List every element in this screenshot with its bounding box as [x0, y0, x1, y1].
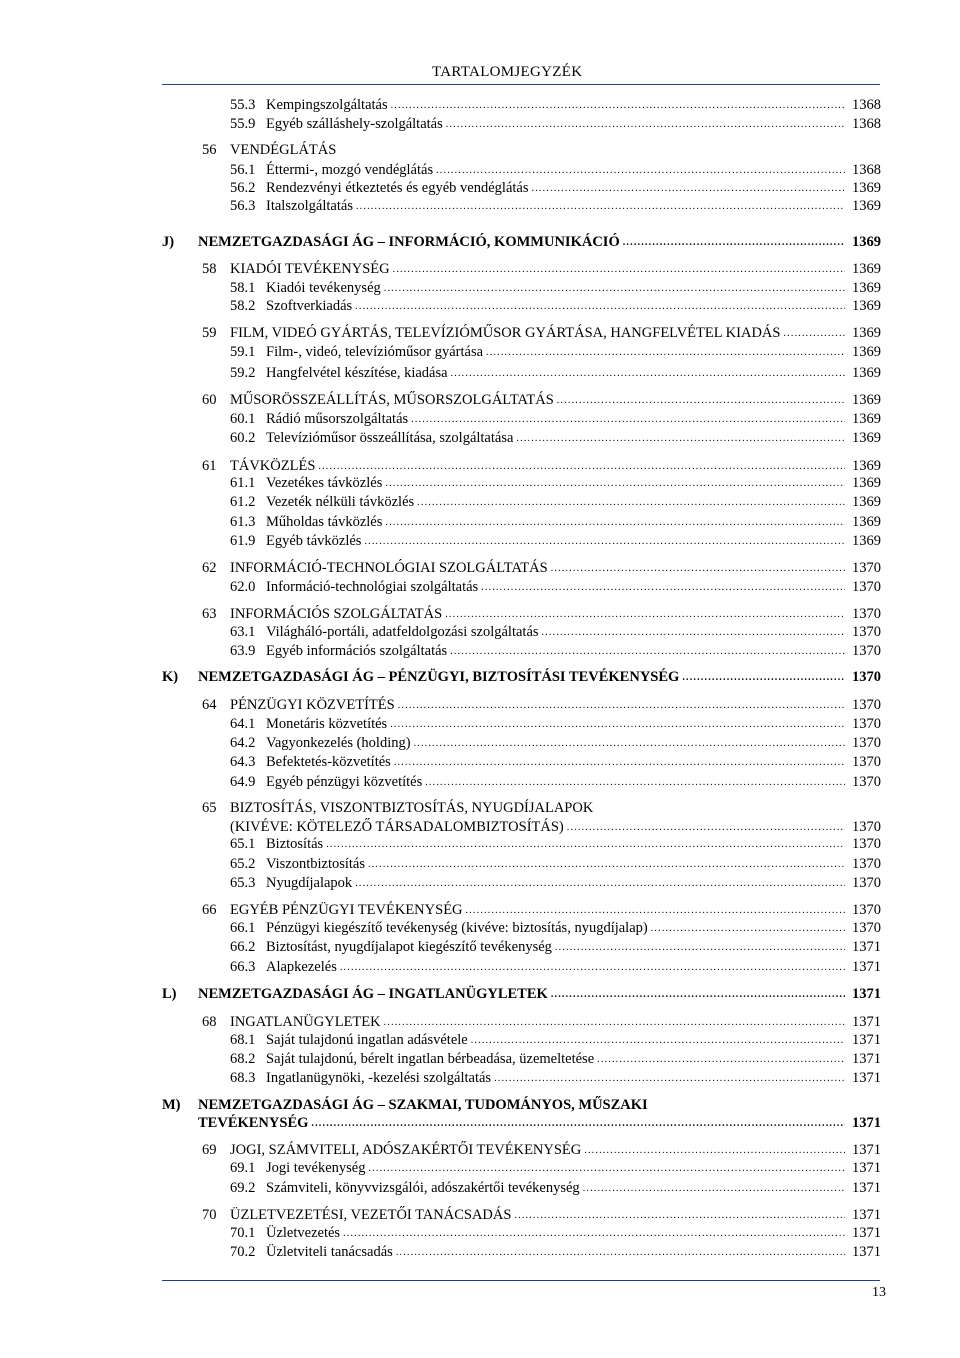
toc-entry-number: 66.2: [230, 939, 256, 955]
toc-entry-title: Monetáris közvetítés: [266, 716, 388, 732]
toc-entry-title: FILM, VIDEÓ GYÁRTÁS, TELEVÍZIÓMŰSOR GYÁRTÁSA, HANGFELVÉTEL KIADÁS: [230, 325, 781, 341]
toc-subdivision-entry[interactable]: [230, 197, 881, 217]
toc-entry-page: 1370: [852, 774, 881, 790]
toc-entry-title: JOGI, SZÁMVITELI, ADÓSZAKÉRTŐI TEVÉKENYSÉG: [230, 1142, 582, 1158]
toc-entry-number: 59.1: [230, 344, 256, 360]
toc-entry-title: NEMZETGAZDASÁGI ÁG – SZAKMAI, TUDOMÁNYOS, MŰSZAKI: [198, 1097, 648, 1113]
toc-entry-title: Rendezvényi étkeztetés és egyéb vendéglátás: [266, 180, 529, 196]
toc-entry-number: L): [162, 986, 177, 1002]
toc-entry-page: 1371: [852, 1207, 881, 1223]
toc-entry-title: (KIVÉVE: KÖTELEZŐ TÁRSADALOMBIZTOSÍTÁS): [230, 819, 564, 835]
toc-entry-page: 1369: [852, 458, 881, 474]
toc-entry-title: EGYÉB PÉNZÜGYI TEVÉKENYSÉG: [230, 902, 463, 918]
toc-entry-number: 69.1: [230, 1160, 256, 1176]
toc-entry-number: 64.3: [230, 754, 256, 770]
dot-leader: [583, 1180, 845, 1198]
toc-entry-title: Egyéb távközlés: [266, 533, 362, 549]
toc-entry-page: 1369: [852, 430, 881, 446]
toc-entry-number: 60: [202, 392, 217, 408]
toc-entry-page: 1370: [852, 643, 881, 659]
dot-leader: [394, 754, 845, 772]
dot-leader: [364, 533, 845, 551]
toc-entry-title: PÉNZÜGYI KÖZVETÍTÉS: [230, 697, 395, 713]
toc-entry-page: 1368: [852, 116, 881, 132]
dot-leader: [385, 475, 845, 493]
page-header-title: TARTALOMJEGYZÉK: [432, 64, 583, 80]
dot-leader: [311, 1115, 845, 1133]
dot-leader: [414, 735, 845, 753]
toc-entry-number: 61: [202, 458, 217, 474]
toc-subdivision-entry[interactable]: [230, 734, 881, 754]
dot-leader: [783, 325, 845, 343]
toc-entry-number: 61.2: [230, 494, 256, 510]
toc-entry-title: INGATLANÜGYLETEK: [230, 1014, 381, 1030]
toc-subdivision-entry[interactable]: [230, 161, 881, 181]
toc-entry-title: INFORMÁCIÓ-TECHNOLÓGIAI SZOLGÁLTATÁS: [230, 560, 548, 576]
dot-leader: [597, 1051, 845, 1069]
toc-section-entry[interactable]: [162, 233, 881, 253]
toc-subdivision-entry[interactable]: [230, 513, 881, 533]
toc-entry-title: Rádió műsorszolgáltatás: [266, 411, 409, 427]
dot-leader: [436, 162, 845, 180]
toc-subdivision-entry[interactable]: [230, 642, 881, 662]
toc-entry-number: K): [162, 669, 179, 685]
toc-section-entry[interactable]: [162, 1096, 881, 1114]
toc-entry-page: 1370: [852, 560, 881, 576]
toc-entry-title: Vezeték nélküli távközlés: [266, 494, 415, 510]
toc-division-entry[interactable]: [202, 696, 881, 716]
toc-entry-title: Egyéb információs szolgáltatás: [266, 643, 448, 659]
toc-entry-title: Egyéb pénzügyi közvetítés: [266, 774, 423, 790]
toc-entry-title: Műholdas távközlés: [266, 514, 383, 530]
toc-entry-page: 1371: [852, 1051, 881, 1067]
toc-entry-number: 64: [202, 697, 217, 713]
toc-entry-page: 1370: [852, 624, 881, 640]
toc-entry-number: 70.2: [230, 1244, 256, 1260]
dot-leader: [466, 902, 845, 920]
toc-entry-title: Üzletviteli tanácsadás: [266, 1244, 393, 1260]
dot-leader: [355, 875, 845, 893]
toc-entry-title: Saját tulajdonú ingatlan adásvétele: [266, 1032, 468, 1048]
toc-entry-page: 1370: [852, 836, 881, 852]
dot-leader: [417, 494, 845, 512]
toc-subdivision-entry[interactable]: [230, 919, 881, 939]
toc-entry-title: NEMZETGAZDASÁGI ÁG – INFORMÁCIÓ, KOMMUNIKÁCIÓ: [198, 234, 620, 250]
toc-entry-title: VENDÉGLÁTÁS: [230, 142, 337, 158]
toc-entry-number: 55.9: [230, 116, 256, 132]
toc-entry-number: J): [162, 234, 175, 250]
toc-subdivision-entry[interactable]: [230, 474, 881, 494]
toc-entry-title: NEMZETGAZDASÁGI ÁG – INGATLANÜGYLETEK: [198, 986, 548, 1002]
toc-entry-page: 1369: [852, 180, 881, 196]
toc-entry-title: Saját tulajdonú, bérelt ingatlan bérbeadása, üzemeltetése: [266, 1051, 595, 1067]
toc-entry-page: 1371: [852, 1180, 881, 1196]
dot-leader: [368, 1160, 845, 1178]
toc-entry-title: KIADÓI TEVÉKENYSÉG: [230, 261, 390, 277]
toc-entry-number: 56.1: [230, 162, 256, 178]
toc-subdivision-entry[interactable]: [230, 623, 881, 643]
toc-entry-number: 65: [202, 800, 217, 816]
toc-entry-number: 60.1: [230, 411, 256, 427]
toc-entry-title: Befektetés-közvetítés: [266, 754, 391, 770]
toc-entry-page: 1369: [852, 411, 881, 427]
toc-entry-page: 1370: [852, 856, 881, 872]
toc-entry-title: Nyugdíjalapok: [266, 875, 353, 891]
dot-leader: [425, 774, 845, 792]
toc-entry-page: 1371: [852, 1160, 881, 1176]
toc-division-entry[interactable]: [202, 1013, 881, 1033]
toc-division-entry[interactable]: [202, 559, 881, 579]
toc-entry-title: Világháló-portáli, adatfeldolgozási szolgáltatás: [266, 624, 539, 640]
toc-entry-page: 1371: [852, 986, 881, 1002]
toc-division-entry[interactable]: [202, 141, 881, 159]
toc-entry-number: 68.2: [230, 1051, 256, 1067]
toc-entry-title: BIZTOSÍTÁS, VISZONTBIZTOSÍTÁS, NYUGDÍJALAPOK: [230, 800, 594, 816]
toc-entry-page: 1369: [852, 298, 881, 314]
dot-leader: [494, 1070, 845, 1088]
toc-entry-page: 1371: [852, 1014, 881, 1030]
toc-subdivision-entry[interactable]: [230, 1050, 881, 1070]
toc-entry-number: 63.9: [230, 643, 256, 659]
toc-division-entry[interactable]: [202, 901, 881, 921]
toc-subdivision-entry[interactable]: [230, 493, 881, 513]
dot-leader: [557, 392, 845, 410]
toc-entry-number: 66.3: [230, 959, 256, 975]
toc-entry-page: 1371: [852, 1070, 881, 1086]
toc-entry-number: M): [162, 1097, 181, 1113]
toc-entry-number: 56.3: [230, 198, 256, 214]
toc-entry-page: 1370: [852, 606, 881, 622]
toc-subdivision-entry[interactable]: [230, 835, 881, 855]
toc-subdivision-entry[interactable]: [230, 343, 881, 363]
toc-entry-title: MŰSORÖSSZEÁLLÍTÁS, MŰSORSZOLGÁLTATÁS: [230, 392, 554, 408]
toc-division-entry[interactable]: [202, 324, 881, 344]
toc-entry-page: 1370: [852, 669, 881, 685]
toc-entry-number: 62.0: [230, 579, 256, 595]
toc-entry-title: Italszolgáltatás: [266, 198, 353, 214]
toc-subdivision-entry[interactable]: [230, 429, 881, 449]
toc-division-entry[interactable]: [202, 1206, 881, 1226]
toc-entry-page: 1371: [852, 1032, 881, 1048]
toc-entry-number: 70: [202, 1207, 217, 1223]
dot-leader: [584, 1142, 845, 1160]
dot-leader: [516, 430, 845, 448]
toc-entry-page: 1369: [852, 514, 881, 530]
dot-leader: [396, 1244, 845, 1262]
toc-entry-title: Hangfelvétel készítése, kiadása: [266, 365, 448, 381]
toc-entry-number: 65.1: [230, 836, 256, 852]
toc-entry-number: 66: [202, 902, 217, 918]
toc-subdivision-entry[interactable]: [230, 96, 881, 116]
toc-subdivision-entry[interactable]: [230, 578, 881, 598]
dot-leader: [542, 624, 845, 642]
dot-leader: [555, 939, 845, 957]
toc-entry-title: Biztosítást, nyugdíjalapot kiegészítő tevékenység: [266, 939, 552, 955]
toc-entry-title: ÜZLETVEZETÉSI, VEZETŐI TANÁCSADÁS: [230, 1207, 512, 1223]
dot-leader: [450, 643, 845, 661]
toc-entry-title: Kiadói tevékenység: [266, 280, 381, 296]
toc-entry-title: Vezetékes távközlés: [266, 475, 383, 491]
toc-entry-page: 1370: [852, 902, 881, 918]
toc-entry-title: Üzletvezetés: [266, 1225, 341, 1241]
dot-leader: [651, 920, 845, 938]
dot-leader: [390, 716, 845, 734]
toc-entry-number: 64.2: [230, 735, 256, 751]
dot-leader: [551, 986, 845, 1004]
toc-entry-number: 64.9: [230, 774, 256, 790]
toc-entry-page: 1370: [852, 875, 881, 891]
toc-entry-number: 65.3: [230, 875, 256, 891]
toc-entry-page: 1369: [852, 261, 881, 277]
dot-leader: [445, 606, 845, 624]
toc-entry-number: 56.2: [230, 180, 256, 196]
toc-entry-page: 1371: [852, 939, 881, 955]
toc-entry-number: 69.2: [230, 1180, 256, 1196]
toc-section-entry[interactable]: [162, 1114, 881, 1134]
toc-entry-title: Információ-technológiai szolgáltatás: [266, 579, 479, 595]
toc-entry-number: 58.2: [230, 298, 256, 314]
dot-leader: [451, 365, 845, 383]
toc-subdivision-entry[interactable]: [230, 715, 881, 735]
toc-entry-title: Televízióműsor összeállítása, szolgáltatása: [266, 430, 514, 446]
toc-entry-title: INFORMÁCIÓS SZOLGÁLTATÁS: [230, 606, 443, 622]
toc-subdivision-entry[interactable]: [230, 297, 881, 317]
toc-entry-number: 63: [202, 606, 217, 622]
toc-entry-number: 62: [202, 560, 217, 576]
dot-leader: [623, 234, 845, 252]
toc-subdivision-entry[interactable]: [230, 773, 881, 793]
toc-entry-page: 1370: [852, 735, 881, 751]
toc-entry-number: 64.1: [230, 716, 256, 732]
toc-entry-page: 1371: [852, 1142, 881, 1158]
toc-entry-title: TEVÉKENYSÉG: [198, 1115, 309, 1131]
toc-entry-page: 1371: [852, 1225, 881, 1241]
toc-entry-title: Alapkezelés: [266, 959, 337, 975]
toc-entry-number: 69: [202, 1142, 217, 1158]
dot-leader: [514, 1207, 845, 1225]
dot-leader: [682, 669, 845, 687]
toc-entry-number: 58: [202, 261, 217, 277]
toc-entry-title: Viszontbiztosítás: [266, 856, 366, 872]
dot-leader: [446, 116, 845, 134]
toc-entry-number: 68: [202, 1014, 217, 1030]
toc-subdivision-entry[interactable]: [230, 1159, 881, 1179]
dot-leader: [391, 97, 845, 115]
dot-leader: [343, 1225, 845, 1243]
toc-subdivision-entry[interactable]: [230, 364, 881, 384]
dot-leader: [532, 180, 846, 198]
toc-entry-number: 60.2: [230, 430, 256, 446]
toc-subdivision-entry[interactable]: [230, 958, 881, 978]
dot-leader: [393, 261, 845, 279]
toc-entry-title: Pénzügyi kiegészítő tevékenység (kivéve: biztosítás, nyugdíjalap): [266, 920, 648, 936]
toc-entry-title: Számviteli, könyvvizsgálói, adószakértői tevékenység: [266, 1180, 580, 1196]
toc-entry-number: 55.3: [230, 97, 256, 113]
toc-entry-page: 1370: [852, 716, 881, 732]
toc-section-entry[interactable]: [162, 668, 881, 688]
toc-division-entry[interactable]: [202, 1141, 881, 1161]
toc-entry-page: 1369: [852, 325, 881, 341]
toc-entry-number: 66.1: [230, 920, 256, 936]
toc-entry-number: 68.1: [230, 1032, 256, 1048]
dot-leader: [486, 344, 845, 362]
toc-entry-page: 1370: [852, 819, 881, 835]
toc-entry-title: TÁVKÖZLÉS: [230, 458, 316, 474]
dot-leader: [326, 836, 845, 854]
toc-entry-title: Jogi tevékenység: [266, 1160, 366, 1176]
toc-subdivision-entry[interactable]: [230, 938, 881, 958]
footer-rule: [162, 1280, 880, 1281]
toc-entry-number: 61.1: [230, 475, 256, 491]
toc-entry-title: Egyéb szálláshely-szolgáltatás: [266, 116, 443, 132]
toc-entry-page: 1369: [852, 533, 881, 549]
toc-subdivision-entry[interactable]: [230, 115, 881, 135]
toc-entry-title: Szoftverkiadás: [266, 298, 353, 314]
toc-entry-page: 1369: [852, 198, 881, 214]
dot-leader: [411, 411, 845, 429]
dot-leader: [471, 1032, 845, 1050]
toc-entry-number: 63.1: [230, 624, 256, 640]
toc-entry-title: Éttermi-, mozgó vendéglátás: [266, 162, 434, 178]
toc-entry-title: NEMZETGAZDASÁGI ÁG – PÉNZÜGYI, BIZTOSÍTÁSI TEVÉKENYSÉG: [198, 669, 680, 685]
toc-entry-page: 1369: [852, 475, 881, 491]
toc-entry-page: 1370: [852, 920, 881, 936]
toc-entry-page: 1370: [852, 579, 881, 595]
toc-entry-page: 1369: [852, 344, 881, 360]
toc-entry-page: 1371: [852, 959, 881, 975]
dot-leader: [355, 298, 845, 316]
toc-entry-number: 56: [202, 142, 217, 158]
toc-entry-title: Kempingszolgáltatás: [266, 97, 388, 113]
toc-entry-page: 1369: [852, 280, 881, 296]
toc-entry-page: 1371: [852, 1115, 881, 1131]
toc-subdivision-entry[interactable]: [230, 410, 881, 430]
toc-entry-page: 1368: [852, 97, 881, 113]
toc-entry-number: 59.2: [230, 365, 256, 381]
dot-leader: [356, 198, 845, 216]
dot-leader: [340, 959, 845, 977]
toc-entry-page: 1371: [852, 1244, 881, 1260]
toc-division-entry[interactable]: [202, 260, 881, 280]
toc-entry-page: 1369: [852, 365, 881, 381]
toc-subdivision-entry[interactable]: [230, 1224, 881, 1244]
toc-entry-number: 70.1: [230, 1225, 256, 1241]
toc-division-entry[interactable]: [202, 391, 881, 411]
toc-section-entry[interactable]: [162, 985, 881, 1005]
toc-subdivision-entry[interactable]: [230, 753, 881, 773]
page-number: 13: [872, 1285, 886, 1300]
toc-entry-title: Vagyonkezelés (holding): [266, 735, 411, 751]
toc-subdivision-entry[interactable]: [230, 279, 881, 299]
toc-entry-title: Ingatlanügynöki, -kezelési szolgáltatás: [266, 1070, 492, 1086]
toc-subdivision-entry[interactable]: [230, 855, 881, 875]
toc-entry-number: 68.3: [230, 1070, 256, 1086]
toc-entry-number: 58.1: [230, 280, 256, 296]
toc-entry-page: 1369: [852, 392, 881, 408]
toc-subdivision-entry[interactable]: [230, 1031, 881, 1051]
dot-leader: [551, 560, 845, 578]
toc-entry-number: 61.3: [230, 514, 256, 530]
toc-subdivision-entry[interactable]: [230, 1179, 881, 1199]
dot-leader: [398, 697, 845, 715]
toc-division-entry[interactable]: [202, 799, 881, 817]
toc-entry-page: 1369: [852, 234, 881, 250]
toc-entry-title: Film-, videó, televízióműsor gyártása: [266, 344, 484, 360]
dot-leader: [385, 514, 845, 532]
toc-subdivision-entry[interactable]: [230, 1243, 881, 1263]
toc-subdivision-entry[interactable]: [230, 179, 881, 199]
toc-entry-number: 65.2: [230, 856, 256, 872]
toc-subdivision-entry[interactable]: [230, 532, 881, 552]
toc-entry-page: 1370: [852, 754, 881, 770]
toc-entry-number: 59: [202, 325, 217, 341]
toc-entry-page: 1368: [852, 162, 881, 178]
dot-leader: [368, 856, 845, 874]
toc-subdivision-entry[interactable]: [230, 874, 881, 894]
toc-division-entry[interactable]: [202, 605, 881, 625]
dot-leader: [481, 579, 845, 597]
toc-entry-page: 1369: [852, 494, 881, 510]
dot-leader: [384, 1014, 845, 1032]
toc-entry-number: 61.9: [230, 533, 256, 549]
toc-entry-title: Biztosítás: [266, 836, 324, 852]
toc-subdivision-entry[interactable]: [230, 1069, 881, 1089]
toc-entry-page: 1370: [852, 697, 881, 713]
dot-leader: [384, 280, 845, 298]
